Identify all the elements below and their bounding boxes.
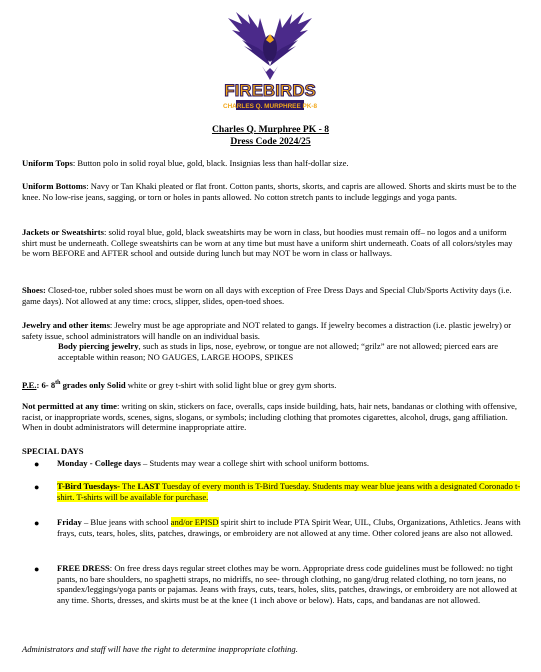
tbird-last: LAST xyxy=(137,481,160,491)
pe-label: P.E. xyxy=(22,379,37,390)
svg-text:CHARLES Q. MURPHREE PK-8: CHARLES Q. MURPHREE PK-8 xyxy=(222,103,318,110)
jewelry-text: : Jewelry must be age appropriate and NOT related to gangs. If jewelry becomes a distraction (i.e. plastic jewelry) or safety issue, school administrators will handle on an individual basis. xyxy=(22,320,512,341)
bullet-icon: ● xyxy=(34,482,40,492)
firebird-icon xyxy=(222,10,318,114)
school-title: Charles Q. Murphree PK - 8 xyxy=(211,124,330,135)
tbird-label: T-Bird Tuesdays- xyxy=(57,481,120,491)
piercing-text: , such as studs in lips, nose, eyebrow, or tongue are not allowed; “grilz” are not allowed; pierced ears are acceptable within reason; NO GAUGES, LARGE HOOPS, SPIKES xyxy=(58,341,499,362)
bullet-icon: ● xyxy=(34,564,40,574)
piercing-label: Body piercing jewelry xyxy=(58,341,139,352)
uniform-tops xyxy=(22,158,522,169)
jewelry-label: Jewelry and other items xyxy=(22,320,110,330)
jackets-label: Jackets or Sweatshirts xyxy=(22,227,104,237)
uniform-tops-label: Uniform Tops xyxy=(22,158,73,168)
free-dress-text: : On free dress days regular street clothes may be worn. Appropriate dress code guidelines must be followed: no tight pants, no bare shoulders, no spaghetti straps, no midriffs, no see- through clothing, no gang/drug related clothing, no torn jeans, no spandex/leggings/yoga pants or pajamas. Jeans with frays, cuts, tears, holes, slits, patches, drawings, or embroidery are not allowed at any time. Shorts, dresses, and skirts must be at the knee (1 inch above or below). Hats, caps, and bandanas are not allowed. xyxy=(57,563,518,605)
uniform-bottoms-label: Uniform Bottoms xyxy=(22,181,87,191)
firebirds-logo xyxy=(222,10,318,114)
tbird-item xyxy=(57,481,522,502)
svg-text:FIREBIRDS: FIREBIRDS xyxy=(224,81,316,100)
jackets-text: : solid royal blue, gold, black sweatshirts may be worn in class, but hoodies must remain off– no logos and a uniform shirt must be underneath. College sweatshirts can be worn at any time but must have a uniform shirt underneath. Coats of all colors/styles may be worn BEFORE and AFTER school and outside during lunch but may NOT be worn in class or hallways. xyxy=(22,227,513,259)
pe-sup: th xyxy=(55,380,61,386)
not-permitted-label: Not permitted at any time xyxy=(22,401,117,411)
not-permitted-text: : writing on skin, stickers on face, overalls, caps inside building, hats, hair nets, bandanas or clothing with offensive, racist, or inappropriate words, scenes, signs, slogans, or symbols; including clothing that promotes cigarettes, alcohol, drugs, gang affiliation. When in doubt administrators will determine inappropriate attire. xyxy=(22,401,518,433)
friday-text-a: – Blue jeans with school xyxy=(81,517,171,527)
uniform-bottoms-text: : Navy or Tan Khaki pleated or flat front. Cotton pants, shorts, skorts, and capris are allowed. Shorts and skirts must be to the knee. No low-rise jeans, sagging, or torn or holes in pants allowed. No cotton stretch pants to include leggings and yoga pants. xyxy=(22,181,517,202)
friday-item xyxy=(57,517,522,538)
tbird-text-a: The xyxy=(119,481,138,491)
shoes-label: Shoes: xyxy=(22,285,46,295)
shoes-text: Closed-toe, rubber soled shoes must be worn on all days with exception of Free Dress Days and Special Club/Sports Activity days (i.e. game days). Not allowed at any time: crocs, slipper, slides, open-toed shoes. xyxy=(22,285,512,306)
uniform-bottoms xyxy=(22,181,522,202)
monday-item xyxy=(57,458,522,469)
pe xyxy=(22,378,522,390)
bullet-icon: ● xyxy=(34,459,40,469)
footer-note: Administrators and staff will have the right to determine inappropriate clothing. xyxy=(22,644,298,654)
body-piercing xyxy=(22,341,522,362)
pe-grades: : 6- 8 xyxy=(36,379,56,390)
free-dress-label: FREE DRESS xyxy=(57,563,110,573)
special-days-title: SPECIAL DAYS xyxy=(22,446,84,456)
not-permitted xyxy=(22,401,522,433)
jewelry xyxy=(22,320,522,362)
special-days-heading xyxy=(22,446,522,457)
friday-label: Friday xyxy=(57,517,82,527)
doc-title: Dress Code 2024/25 xyxy=(230,136,311,147)
uniform-tops-text: : Button polo in solid royal blue, gold, black. Insignias less than half-dollar size. xyxy=(72,158,349,168)
pe-text: white or grey t-shirt with solid light blue or grey gym shorts. xyxy=(125,379,337,390)
shoes xyxy=(22,285,522,306)
monday-label: Monday - College days xyxy=(57,458,141,468)
tbird-text-b: Tuesday of every month is T-Bird Tuesday. Students may wear blue jeans with a designated Coronado t-shirt. T-shirts will be available for purchase. xyxy=(57,481,521,502)
monday-text: – Students may wear a college shirt with school uniform bottoms. xyxy=(140,458,369,468)
jackets-sweatshirts xyxy=(22,227,522,259)
friday-text-b: spirit shirt to include PTA Spirit Wear, UIL, Clubs, Organizations, Athletics. Jeans with frays, cuts, tears, holes, slits, patches, drawings, or embroidery are not allowed at any time. Other colored jeans are also not allowed. xyxy=(57,517,521,538)
free-dress-item xyxy=(57,563,522,605)
bullet-icon: ● xyxy=(34,518,40,528)
pe-label-end: grades only Solid xyxy=(60,379,126,390)
friday-highlight: and/or EPISD xyxy=(170,517,219,527)
